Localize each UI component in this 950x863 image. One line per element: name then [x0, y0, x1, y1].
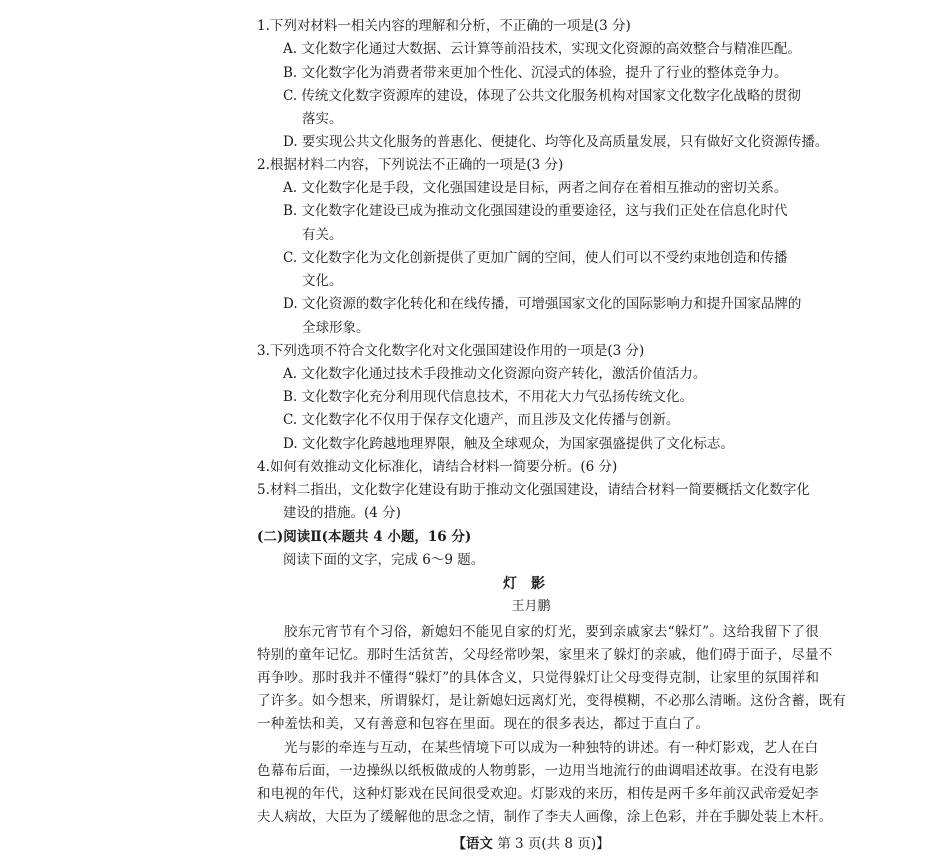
paragraph-1-line-3: 再争吵。那时我并不懂得“躲灯”的具体含义，只觉得躲灯让父母变得克制，让家里的氛围祥和	[257, 670, 820, 686]
section-heading: (二)阅读Ⅱ(本题共 4 小题，16 分)	[257, 529, 472, 545]
paragraph-1-line-2: 特别的童年记忆。那时生活贫苦，父母经常吵架，家里来了躲灯的亲戚，他们碍于面子，尽量不	[257, 647, 833, 663]
paragraph-1-line-5: 一种羞怯和美，又有善意和包容在里面。现在的很多表达，都过于直白了。	[257, 716, 710, 732]
passage-title: 灯影	[503, 576, 559, 592]
question-1-option-c: C. 传统文化数字资源库的建设，体现了公共文化服务机构对国家文化数字化战略的贯彻	[283, 88, 801, 104]
question-3-option-b: B. 文化数字化充分利用现代信息技术，不用花大力气弘扬传统文化。	[283, 389, 694, 405]
page-footer	[257, 835, 805, 853]
question-3-option-a: A. 文化数字化通过技术手段推动文化资源向资产转化，激活价值活力。	[283, 366, 707, 382]
paragraph-2-line-3: 和电视的年代，这种灯影戏在民间很受欢迎。灯影戏的来历，相传是两千多年前汉武帝爱妃李	[257, 786, 819, 802]
passage-author: 王月鹏	[511, 599, 551, 614]
question-2-option-c: C. 文化数字化为文化创新提供了更加广阔的空间，使人们可以不受约束地创造和传播	[283, 250, 788, 266]
question-5-stem-continued: 建设的措施。(4 分)	[283, 505, 401, 521]
question-2-option-c-continued: 文化。	[302, 273, 343, 289]
question-1-option-d: D. 要实现公共文化服务的普惠化、便捷化、均等化及高质量发展，只有做好文化资源传播。	[283, 134, 829, 150]
question-3-option-c: C. 文化数字化不仅用于保存文化遗产，而且涉及文化传播与创新。	[283, 412, 680, 428]
question-2-option-d-continued: 全球形象。	[302, 320, 370, 336]
question-1-option-a: A. 文化数字化通过大数据、云计算等前沿技术，实现文化资源的高效整合与精准匹配。	[283, 41, 801, 57]
section-instruction: 阅读下面的文字，完成 6～9 题。	[283, 552, 485, 568]
question-2-option-a: A. 文化数字化是手段，文化强国建设是目标，两者之间存在着相互推动的密切关系。	[283, 180, 788, 196]
question-2-option-d: D. 文化资源的数字化转化和在线传播，可增强国家文化的国际影响力和提升国家品牌的	[283, 296, 802, 312]
footer-subject: 【语文	[452, 836, 493, 852]
question-2-option-b-continued: 有关。	[302, 227, 343, 243]
question-2-option-b: B. 文化数字化建设已成为推动文化强国建设的重要途径，这与我们正处在信息化时代	[283, 203, 788, 219]
paragraph-2-line-1: 光与影的牵连与互动，在某些情境下可以成为一种独特的讲述。有一种灯影戏，艺人在白	[284, 740, 819, 756]
question-2-stem: 2.根据材料二内容，下列说法不正确的一项是(3 分)	[257, 157, 564, 173]
footer-page-number: 第 3 页(共 8 页)】	[497, 836, 610, 852]
question-3-stem: 3.下列选项不符合文化数字化对文化强国建设作用的一项是(3 分)	[257, 343, 645, 359]
question-1-option-b: B. 文化数字化为消费者带来更加个性化、沉浸式的体验，提升了行业的整体竞争力。	[283, 65, 788, 81]
paragraph-2-line-4: 夫人病故，大臣为了缓解他的思念之情，制作了李夫人画像，涂上色彩，并在手脚处装上木杆。	[257, 809, 833, 825]
question-1-option-c-continued: 落实。	[302, 111, 343, 127]
paragraph-2-line-2: 色幕布后面，一边操纵以纸板做成的人物剪影，一边用当地流行的曲调唱述故事。在没有电影	[257, 763, 819, 779]
question-1-stem: 1.下列对材料一相关内容的理解和分析，不正确的一项是(3 分)	[257, 18, 631, 34]
question-4-stem: 4.如何有效推动文化标准化，请结合材料一简要分析。(6 分)	[257, 459, 618, 475]
paragraph-1-line-1: 胶东元宵节有个习俗，新媳妇不能见自家的灯光，要到亲戚家去“躲灯”。这给我留下了很	[284, 624, 819, 640]
question-3-option-d: D. 文化数字化跨越地理界限，触及全球观众，为国家强盛提供了文化标志。	[283, 436, 734, 452]
question-5-stem: 5.材料二指出，文化数字化建设有助于推动文化强国建设，请结合材料一简要概括文化数字化	[257, 482, 810, 498]
paragraph-1-line-4: 了许多。如今想来，所谓躲灯，是让新媳妇远离灯光，变得模糊，不必那么清晰。这份含蓄，既有	[257, 693, 847, 709]
